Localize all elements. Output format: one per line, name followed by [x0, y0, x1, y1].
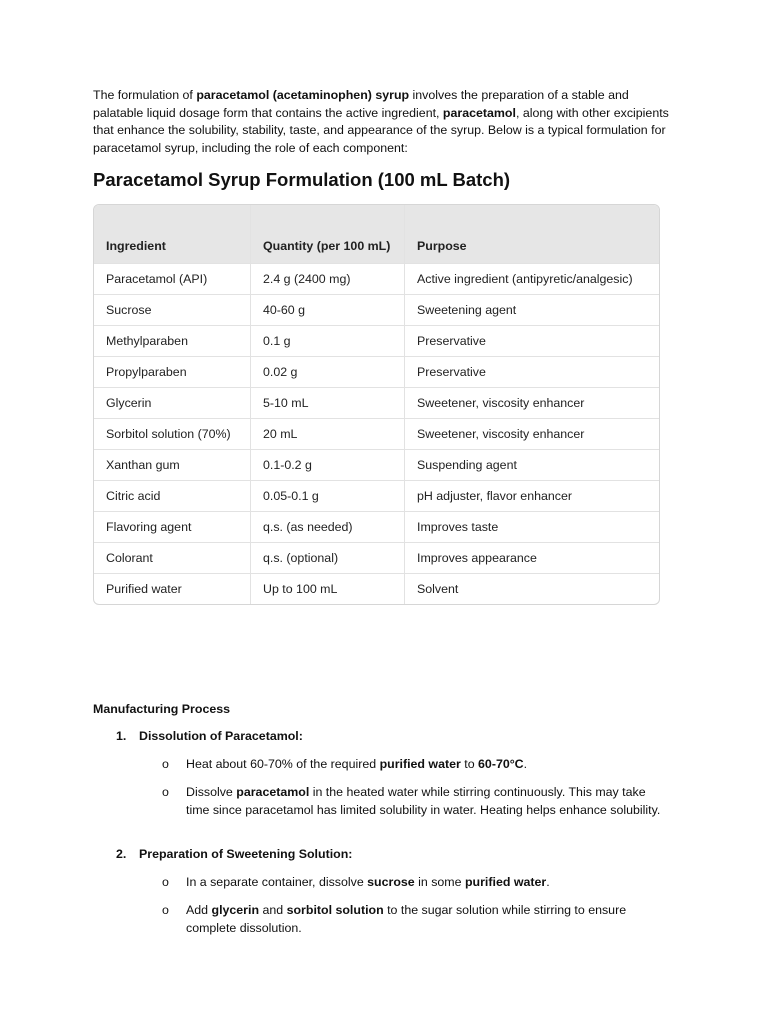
cell-quantity: 0.1 g: [251, 326, 405, 357]
bullet-bold: paracetamol: [236, 785, 310, 799]
cell-quantity: 40-60 g: [251, 295, 405, 326]
bullet-text: and: [259, 903, 287, 917]
cell-quantity: 0.1-0.2 g: [251, 450, 405, 481]
cell-ingredient: Xanthan gum: [94, 450, 251, 481]
formulation-table: [94, 205, 659, 604]
step-number: 2.: [116, 847, 127, 861]
cell-purpose: Improves appearance: [405, 543, 660, 574]
table-row: [94, 481, 659, 512]
cell-ingredient: Sucrose: [94, 295, 251, 326]
table-row: [94, 357, 659, 388]
cell-purpose: Sweetener, viscosity enhancer: [405, 419, 660, 450]
cell-ingredient: Glycerin: [94, 388, 251, 419]
bullet-mark: o: [162, 875, 169, 889]
formulation-heading: Paracetamol Syrup Formulation (100 mL Batch): [93, 169, 511, 190]
step-1-bullet-2: [162, 784, 672, 819]
cell-ingredient: Methylparaben: [94, 326, 251, 357]
bullet-bold: sucrose: [367, 875, 415, 889]
table-row: [94, 388, 659, 419]
step-number: 1.: [116, 729, 127, 743]
cell-ingredient: Paracetamol (API): [94, 264, 251, 295]
cell-quantity: 2.4 g (2400 mg): [251, 264, 405, 295]
cell-ingredient: Sorbitol solution (70%): [94, 419, 251, 450]
intro-text: involves the preparation of a stable and palatable liquid dosage form that contains the active ingredient,: [93, 88, 629, 120]
intro-paragraph: [93, 87, 678, 157]
cell-purpose: Improves taste: [405, 512, 660, 543]
cell-quantity: 20 mL: [251, 419, 405, 450]
table-row: [94, 543, 659, 574]
step-label: Dissolution of Paracetamol:: [139, 729, 303, 743]
step-label: Preparation of Sweetening Solution:: [139, 847, 353, 861]
cell-ingredient: Colorant: [94, 543, 251, 574]
cell-ingredient: Flavoring agent: [94, 512, 251, 543]
table-row: [94, 264, 659, 295]
intro-bold: paracetamol (acetaminophen) syrup: [196, 88, 410, 102]
header-purpose: Purpose: [405, 205, 660, 264]
bullet-bold: glycerin: [211, 903, 260, 917]
cell-quantity: q.s. (optional): [251, 543, 405, 574]
header-ingredient: Ingredient: [94, 205, 251, 264]
cell-purpose: Preservative: [405, 357, 660, 388]
intro-bold: paracetamol: [442, 105, 516, 120]
bullet-bold: sorbitol solution: [286, 903, 384, 917]
formulation-table-container: [93, 204, 660, 605]
bullet-text: .: [523, 757, 528, 771]
table-header-row: [94, 205, 659, 264]
intro-text: The formulation of: [93, 88, 197, 102]
step-2-bullet-2: [162, 902, 672, 937]
bullet-text: .: [546, 875, 550, 889]
cell-quantity: 0.05-0.1 g: [251, 481, 405, 512]
step-2: [116, 847, 352, 861]
table-row: [94, 450, 659, 481]
cell-purpose: Preservative: [405, 326, 660, 357]
bullet-bold: 60-70°C: [478, 757, 524, 771]
cell-quantity: q.s. (as needed): [251, 512, 405, 543]
bullet-text: Dissolve: [186, 785, 237, 799]
cell-ingredient: Citric acid: [94, 481, 251, 512]
bullet-bold: purified water: [464, 875, 547, 889]
cell-ingredient: Propylparaben: [94, 357, 251, 388]
cell-ingredient: Purified water: [94, 574, 251, 605]
cell-purpose: Sweetener, viscosity enhancer: [405, 388, 660, 419]
table-row: [94, 512, 659, 543]
manufacturing-process-title: Manufacturing Process: [93, 702, 231, 716]
bullet-mark: o: [162, 785, 169, 799]
cell-quantity: 0.02 g: [251, 357, 405, 388]
table-row: [94, 326, 659, 357]
cell-quantity: 5-10 mL: [251, 388, 405, 419]
cell-purpose: Solvent: [405, 574, 660, 605]
bullet-text: to the sugar solution while stirring to ensure complete dissolution.: [186, 903, 627, 935]
cell-purpose: Sweetening agent: [405, 295, 660, 326]
cell-quantity: Up to 100 mL: [251, 574, 405, 605]
intro-text: , along with other excipients that enhance the solubility, stability, taste, and appearance of the syrup. Below is a typical formulation for paracetamol syrup, including the role of each component:: [93, 105, 669, 155]
table-row: [94, 295, 659, 326]
header-quantity: Quantity (per 100 mL): [251, 205, 405, 264]
bullet-text: in the heated water while stirring continuously. This may take time since paracetamol has limited solubility in water. Heating helps enhance solubility.: [186, 785, 661, 817]
table-row: [94, 574, 659, 605]
table-row: [94, 419, 659, 450]
bullet-bold: purified water: [379, 757, 461, 771]
step-1: [116, 729, 303, 743]
bullet-text: Add: [186, 903, 212, 917]
bullet-text: Heat about 60-70% of the required: [186, 757, 380, 771]
cell-purpose: Suspending agent: [405, 450, 660, 481]
bullet-mark: o: [162, 903, 169, 917]
bullet-text: In a separate container, dissolve: [186, 875, 368, 889]
cell-purpose: pH adjuster, flavor enhancer: [405, 481, 660, 512]
step-1-bullet-1: [162, 756, 672, 774]
bullet-text: to: [460, 757, 479, 771]
cell-purpose: Active ingredient (antipyretic/analgesic): [405, 264, 660, 295]
step-2-bullet-1: [162, 874, 672, 892]
bullet-text: in some: [414, 875, 465, 889]
bullet-mark: o: [162, 757, 169, 771]
